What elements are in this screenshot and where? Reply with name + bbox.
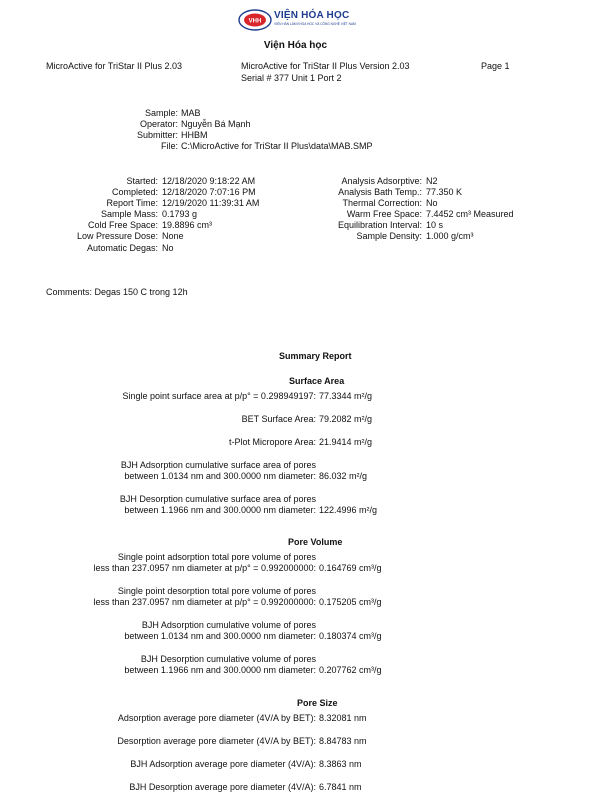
pore-volume-heading: Pore Volume xyxy=(288,537,343,547)
started-value: 12/18/2020 9:18:22 AM xyxy=(162,176,256,186)
logo-subtitle: VIỆN HÀN LÂM KHOA HỌC VÀ CÔNG NGHỆ VIỆT NAM xyxy=(274,22,356,26)
institute-name: Viện Hóa học xyxy=(263,40,328,51)
started-label: Started: xyxy=(126,176,158,186)
automatic-degas-label: Automatic Degas: xyxy=(86,243,158,253)
sp-desorption-pore-volume-value: 0.175205 cm³/g xyxy=(319,597,382,607)
warm-free-space-label: Warm Free Space: xyxy=(346,209,422,219)
thermal-correction-label: Thermal Correction: xyxy=(342,198,422,208)
summary-report-title: Summary Report xyxy=(279,351,352,361)
svg-text:VHH: VHH xyxy=(248,18,262,25)
bjh-adsorption-surface-area-label: BJH Adsorption cumulative surface area of pores between 1.0134 nm and 300.0000 nm diameter: xyxy=(120,460,316,481)
bjh-desorption-avg-pore-diameter-label: BJH Desorption average pore diameter (4V/A): xyxy=(129,782,316,792)
report-time-value: 12/19/2020 11:39:31 AM xyxy=(162,198,260,208)
tplot-micropore-area-label: t-Plot Micropore Area: xyxy=(228,437,316,447)
serial-info: Serial # 377 Unit 1 Port 2 xyxy=(241,73,342,83)
sp-adsorption-pore-volume-value: 0.164769 cm³/g xyxy=(319,563,382,573)
bjh-adsorption-pore-volume-value: 0.180374 cm³/g xyxy=(319,631,382,641)
analysis-adsorptive-value: N2 xyxy=(426,176,438,186)
sample-density-value: 1.000 g/cm³ xyxy=(426,231,474,241)
logo-title: VIỆN HÓA HỌC xyxy=(274,10,350,21)
completed-value: 12/18/2020 7:07:16 PM xyxy=(162,187,256,197)
sp-desorption-pore-volume-label: Single point desorption total pore volume of pores less than 237.0957 nm diameter at p/p° = 0.992000000: xyxy=(93,586,316,607)
institute-emblem-icon xyxy=(238,9,272,31)
file-label: File: xyxy=(160,141,178,151)
warm-free-space-value: 7.4452 cm³ Measured xyxy=(426,209,514,219)
bjh-adsorption-avg-pore-diameter-value: 8.3863 nm xyxy=(319,759,362,769)
desorption-avg-pore-diameter-label: Desorption average pore diameter (4V/A by BET): xyxy=(117,736,316,746)
bjh-desorption-surface-area-value: 122.4996 m²/g xyxy=(319,505,378,515)
pore-size-heading: Pore Size xyxy=(297,698,338,708)
thermal-correction-value: No xyxy=(426,198,438,208)
page-number: Page 1 xyxy=(481,61,510,71)
sample-value: MAB xyxy=(181,108,201,118)
software-name-left: MicroActive for TriStar II Plus 2.03 xyxy=(46,61,183,71)
cold-free-space-value: 19.8896 cm³ xyxy=(162,220,213,230)
bjh-desorption-avg-pore-diameter-value: 6.7841 nm xyxy=(319,782,362,792)
comments: Comments: Degas 150 C trong 12h xyxy=(46,287,188,297)
bjh-adsorption-pore-volume-label: BJH Adsorption cumulative volume of pores between 1.0134 nm and 300.0000 nm diameter: xyxy=(124,620,316,641)
file-value: C:\MicroActive for TriStar II Plus\data\MAB.SMP xyxy=(181,141,373,151)
bjh-desorption-surface-area-label: BJH Desorption cumulative surface area of pores between 1.1966 nm and 300.0000 nm diameter: xyxy=(119,494,316,515)
equilibration-interval-label: Equilibration Interval: xyxy=(337,220,422,230)
submitter-value: HHBM xyxy=(181,130,208,140)
bet-surface-area-label: BET Surface Area: xyxy=(241,414,316,424)
sample-mass-value: 0.1793 g xyxy=(162,209,198,219)
tplot-micropore-area-value: 21.9414 m²/g xyxy=(319,437,373,447)
bjh-desorption-pore-volume-label: BJH Desorption cumulative volume of pores between 1.1966 nm and 300.0000 nm diameter: xyxy=(124,654,316,675)
single-point-surface-area-value: 77.3344 m²/g xyxy=(319,391,373,401)
analysis-bath-temp-value: 77.350 K xyxy=(426,187,463,197)
sp-adsorption-pore-volume-label: Single point adsorption total pore volume of pores less than 237.0957 nm diameter at p/p° = 0.992000000: xyxy=(93,552,316,573)
report-time-label: Report Time: xyxy=(106,198,158,208)
submitter-label: Submitter: xyxy=(136,130,178,140)
adsorption-avg-pore-diameter-value: 8.32081 nm xyxy=(319,713,367,723)
bjh-adsorption-surface-area-value: 86.032 m²/g xyxy=(319,471,368,481)
cold-free-space-label: Cold Free Space: xyxy=(87,220,158,230)
operator-label: Operator: xyxy=(139,119,178,129)
low-pressure-dose-value: None xyxy=(162,231,184,241)
desorption-avg-pore-diameter-value: 8.84783 nm xyxy=(319,736,367,746)
bjh-desorption-pore-volume-value: 0.207762 cm³/g xyxy=(319,665,382,675)
bjh-adsorption-avg-pore-diameter-label: BJH Adsorption average pore diameter (4V/A): xyxy=(130,759,316,769)
institute-logo xyxy=(238,9,400,31)
bet-surface-area-value: 79.2082 m²/g xyxy=(319,414,373,424)
sample-density-label: Sample Density: xyxy=(356,231,422,241)
operator-value: Nguyễn Bá Mạnh xyxy=(181,119,251,129)
analysis-bath-temp-label: Analysis Bath Temp.: xyxy=(338,187,422,197)
surface-area-heading: Surface Area xyxy=(289,376,345,386)
software-version: MicroActive for TriStar II Plus Version 2.03 xyxy=(241,61,410,71)
equilibration-interval-value: 10 s xyxy=(426,220,444,230)
analysis-adsorptive-label: Analysis Adsorptive: xyxy=(341,176,422,186)
single-point-surface-area-label: Single point surface area at p/p° = 0.298949197: xyxy=(122,391,316,401)
adsorption-avg-pore-diameter-label: Adsorption average pore diameter (4V/A by BET): xyxy=(117,713,316,723)
automatic-degas-value: No xyxy=(162,243,174,253)
completed-label: Completed: xyxy=(111,187,158,197)
sample-label: Sample: xyxy=(144,108,178,118)
sample-mass-label: Sample Mass: xyxy=(100,209,158,219)
low-pressure-dose-label: Low Pressure Dose: xyxy=(76,231,158,241)
